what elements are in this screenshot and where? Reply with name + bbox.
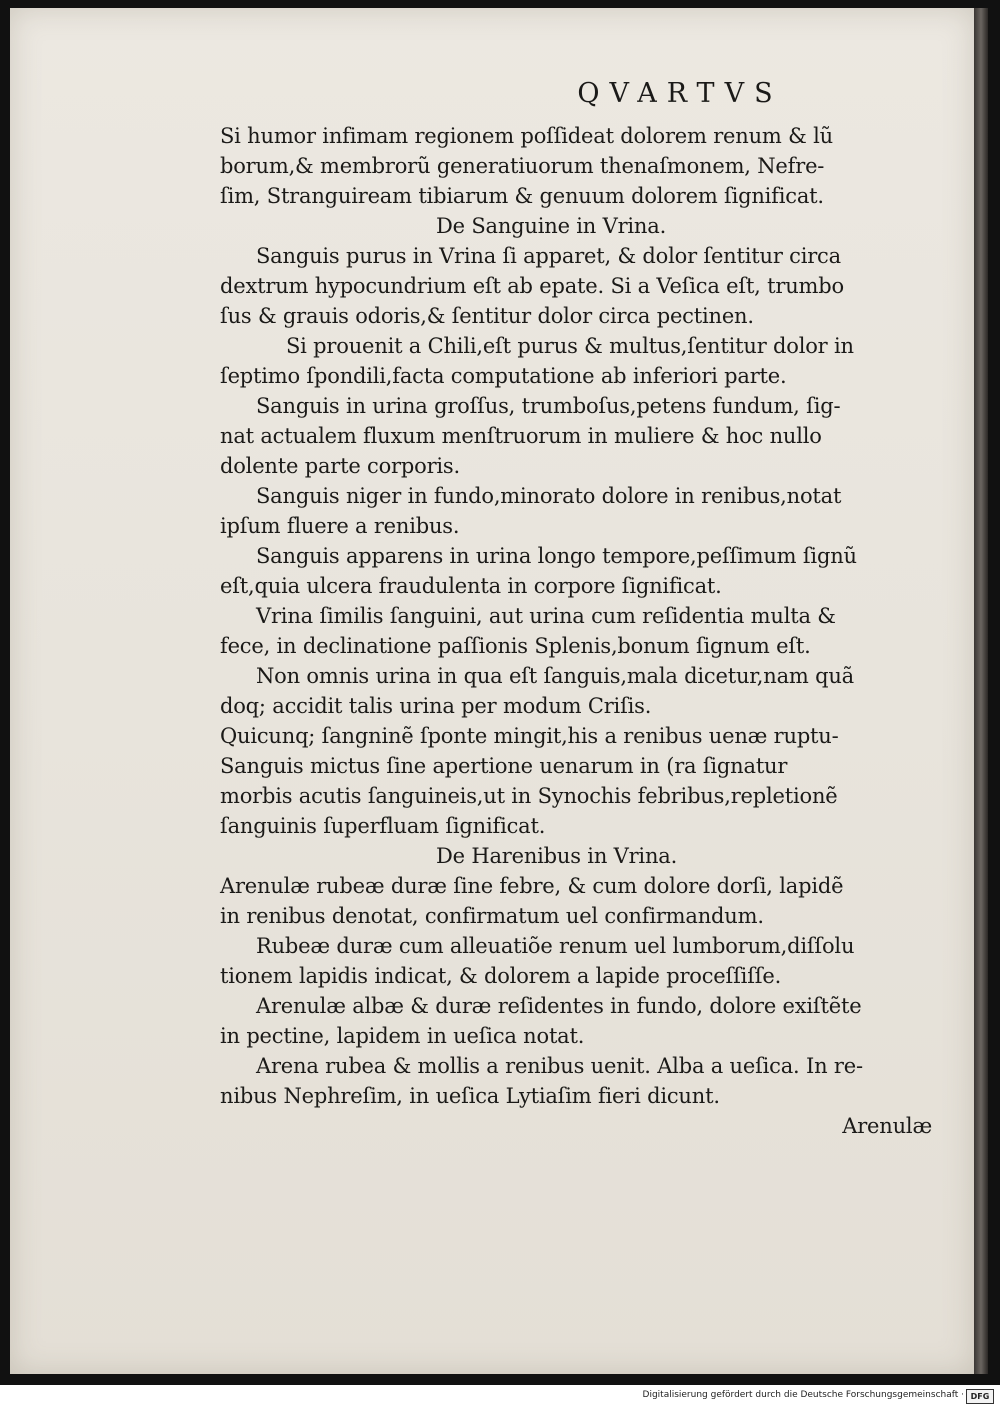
text-line: in pectine, lapidem in ueſica notat. [220, 1024, 585, 1048]
footer-credit: Digitalisierung gefördert durch die Deutsche Forschungsgemeinschaft · [642, 1390, 964, 1400]
text-line: ſeptimo ſpondili,facta computatione ab inferiori parte. [220, 364, 787, 388]
text-line: Si humor infimam regionem poſſideat dolorem renum & lũ [220, 124, 833, 148]
text-line: fece, in declinatione paſſionis Splenis,bonum ſignum eſt. [220, 634, 811, 658]
text-line: Non omnis urina in qua eſt ſanguis,mala dicetur,nam quã [256, 664, 855, 688]
text-line: Arena rubea & mollis a renibus uenit. Alba a ueſica. In re‐ [256, 1054, 863, 1078]
text-line: Arenulæ albæ & duræ reſidentes in fundo, dolore exiſtẽte [256, 994, 862, 1018]
text-line: nibus Nephreſim, in ueſica Lytiaſim fieri dicunt. [220, 1084, 720, 1108]
running-head: QVARTVS [577, 78, 783, 109]
text-line: borum,& membrorũ generatiuorum thenaſmonem, Nefre‐ [220, 154, 825, 178]
text-line: Sanguis mictus ſine apertione uenarum in (ra ſignatur [220, 754, 788, 778]
text-line: Sanguis in urina groſſus, trumboſus,petens fundum, ſig‐ [256, 394, 841, 418]
text-line: dolente parte corporis. [220, 454, 460, 478]
digitization-footer [0, 1387, 1000, 1405]
text-line: eſt,quia ulcera fraudulenta in corpore ſignificat. [220, 574, 722, 598]
text-line: dextrum hypocundrium eſt ab epate. Si a Veſica eſt, trumbo [220, 274, 844, 298]
text-line: Sanguis apparens in urina longo tempore,peſſimum ſignũ [256, 544, 857, 568]
text-line: ipſum fluere a renibus. [220, 514, 460, 538]
text-line: ſanguinis ſuperfluam ſignificat. [220, 814, 546, 838]
dfg-logo: DFG [966, 1389, 994, 1404]
text-line: morbis acutis ſanguineis,ut in Synochis febribus,repletionẽ [220, 784, 838, 808]
text-line: tionem lapidis indicat, & dolorem a lapide proceſſiſſe. [220, 964, 782, 988]
text-line: Rubeæ duræ cum alleuatiõe renum uel lumborum,diſſolu [256, 934, 855, 958]
text-line: nat actualem fluxum menſtruorum in muliere & hoc nullo [220, 424, 822, 448]
text-line: ſim, Stranguiream tibiarum & genuum dolorem ſignificat. [220, 184, 824, 208]
text-line: doq; accidit talis urina per modum Criſis. [220, 694, 652, 718]
text-line: ſus & grauis odoris,& ſentitur dolor circa pectinen. [220, 304, 754, 328]
text-line: Sanguis purus in Vrina ſi apparet, & dolor ſentitur circa [256, 244, 841, 268]
text-line: in renibus denotat, confirmatum uel confirmandum. [220, 904, 764, 928]
text-line: Vrina ſimilis ſanguini, aut urina cum reſidentia multa & [256, 604, 836, 628]
text-line: Si prouenit a Chili,eſt purus & multus,ſentitur dolor in [286, 334, 854, 358]
section-heading: De Harenibus in Vrina. [436, 844, 678, 868]
section-heading: De Sanguine in Vrina. [436, 214, 667, 238]
text-line: Sanguis niger in fundo,minorato dolore in renibus,notat [256, 484, 842, 508]
text-line: Arenulæ rubeæ duræ ſine febre, & cum dolore dorſi, lapidẽ [220, 874, 844, 898]
catchword: Arenulæ [842, 1114, 932, 1138]
book-page [10, 8, 974, 1374]
text-line: Quicunq; ſangninẽ ſponte mingit,his a renibus uenæ ruptu‐ [220, 724, 839, 748]
